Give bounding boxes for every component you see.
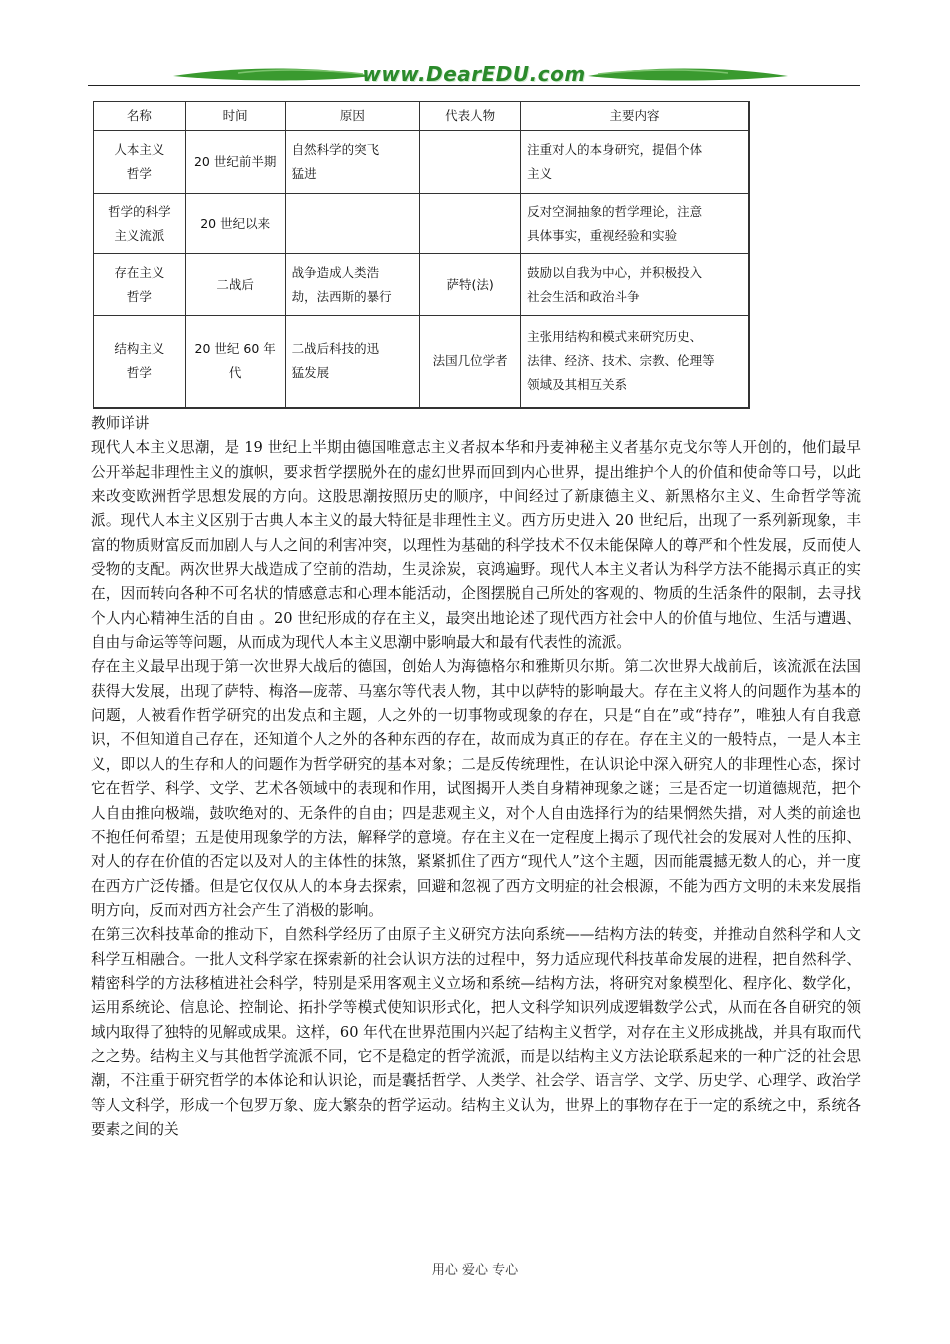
paragraph: 存在主义最早出现于第一次世界大战后的德国，创始人为海德格尔和雅斯贝尔斯。第二次世界大战前后，该流派在法国获得大发展，出现了萨特、梅洛—庞蒂、马塞尔等代表人物，其中以萨特的影响最大。存在主义将人的问题作为基本的问题，人被看作哲学研究的出发点和主题，人之外的一切事物或现象的存在，只是“自在”或“持存”，唯独人有自我意识，不但知道自己存在，还知道个人之外的各种东西的存在，故而成为真正的存在。存在主义的一般特点，一是人本主义，即以人的生存和人的问题作为哲学研究的基本对象；二是反传统理性，在认识论中深入研究人的非理性心态，探讨它在哲学、科学、文学、艺术各领域中的表现和作用，试图揭开人类自身精神现象之谜；三是否定一切道德规范，把个人自由推向极端，鼓吹绝对的、无条件的自由；四是悲观主义，对个人自由选择行为的结果惘然失措，对人类的前途也不抱任何希望；五是使用现象学的方法，解释学的意境。存在主义在一定程度上揭示了现代社会的发展对人性的压抑、对人的存在价值的否定以及对人的主体性的抹煞，紧紧抓住了西方“现代人”这个主题，因而能震撼无数人的心，并一度在西方广泛传播。但是它仅仅从人的本身去探索，回避和忽视了西方文明症的社会根源，不能为西方文明的未来发展指明方向，反而对西方社会产生了消极的影响。 <box>91 658 861 919</box>
table-cell: 二战后 <box>185 254 285 316</box>
table-cell: 存在主义 哲学 <box>94 254 186 316</box>
table-cell: 二战后科技的迅 猛发展 <box>285 316 420 408</box>
table-cell: 主张用结构和模式来研究历史、 法律、经济、技术、宗教、伦理等 领域及其相互关系 <box>521 316 749 408</box>
table-row <box>94 194 750 254</box>
table-cell: 20 世纪 60 年代 <box>185 316 285 408</box>
header-cell: 代表人物 <box>420 102 521 131</box>
table-row <box>94 254 750 316</box>
table-cell: 自然科学的突飞 猛进 <box>285 131 420 194</box>
philosophy-table <box>93 101 750 409</box>
table-cell: 结构主义 哲学 <box>94 316 186 408</box>
table-cell <box>420 194 521 254</box>
page-footer: 用心 爱心 专心 <box>431 1263 519 1278</box>
table-row <box>94 316 750 408</box>
table-cell: 人本主义 哲学 <box>94 131 186 194</box>
header-cell: 名称 <box>94 102 186 131</box>
section-title: 教师详讲 <box>91 415 150 432</box>
site-logo: www.DearEDU.com <box>362 62 586 86</box>
table-cell: 20 世纪前半期 <box>185 131 285 194</box>
paragraph: 在第三次科技革命的推动下，自然科学经历了由原子主义研究方法向系统——结构方法的转变，并推动自然科学和人文科学互相融合。一批人文科学家在探索新的社会认识方法的过程中，努力适应现代科技革命发展的进程，把自然科学、精密科学的方法移植进社会科学，特别是采用客观主义立场和系统—结构方法，将研究对象模型化、程序化、数学化，运用系统论、信息论、控制论、拓扑学等模式使知识形式化，把人文科学知识列成逻辑数学公式，从而在各自研究的领域内取得了独特的见解或成果。这样，60 年代在世界范围内兴起了结构主义哲学，对存在主义形成挑战，并具有取而代之之势。结构主义与其他哲学流派不同，它不是稳定的哲学流派，而是以结构主义方法论联系起来的一种广泛的社会思潮，不注重于研究哲学的本体论和认识论，而是囊括哲学、人类学、社会学、语言学、文学、历史学、心理学、政治学等人文科学，形成一个包罗万象、庞大繁杂的哲学运动。结构主义认为，世界上的事物存在于一定的系统之中，系统各要素之间的关 <box>91 926 861 1138</box>
header-cell: 时间 <box>185 102 285 131</box>
table-cell: 战争造成人类浩 劫，法西斯的暴行 <box>285 254 420 316</box>
table-cell: 20 世纪以来 <box>185 194 285 254</box>
table-cell: 哲学的科学 主义流派 <box>94 194 186 254</box>
table-header-row <box>94 102 750 131</box>
table-cell: 法国几位学者 <box>420 316 521 408</box>
header-cell: 主要内容 <box>521 102 749 131</box>
table-cell: 鼓励以自我为中心，并积极投入 社会生活和政治斗争 <box>521 254 749 316</box>
table-row <box>94 131 750 194</box>
table-cell: 注重对人的本身研究，提倡个体 主义 <box>521 131 749 194</box>
table-cell: 反对空洞抽象的哲学理论，注意 具体事实，重视经验和实验 <box>521 194 749 254</box>
table-cell: 萨特(法) <box>420 254 521 316</box>
table-cell <box>420 131 521 194</box>
header-rule <box>88 85 860 86</box>
header-cell: 原因 <box>285 102 420 131</box>
paragraph: 现代人本主义思潮，是 19 世纪上半期由德国唯意志主义者叔本华和丹麦神秘主义者基尔克戈尔等人开创的，他们最早公开举起非理性主义的旗帜，要求哲学摆脱外在的虚幻世界而回到内心世界，提出维护个人的价值和使命等口号，以此来改变欧洲哲学思想发展的方向。这股思潮按照历史的顺序，中间经过了新康德主义、新黑格尔主义、生命哲学等流派。现代人本主义区别于古典人本主义的最大特征是非理性主义。西方历史进入 20 世纪后，出现了一系列新现象，丰富的物质财富反而加剧人与人之间的利害冲突，以理性为基础的科学技术不仅未能保障人的尊严和个性发展，反而使人受物的支配。两次世界大战造成了空前的浩劫，生灵涂炭，哀鸿遍野。现代人本主义者认为科学方法不能揭示真正的实在，因而转向各种不可名状的情感意志和心理本能活动，企图摆脱自己所处的客观的、物质的生活条件的限制，去寻找个人内心精神生活的自由 。20 世纪形成的存在主义，最突出地论述了现代西方社会中人的价值与地位、生活与遭遇、自由与命运等等问题，从而成为现代人本主义思潮中影响最大和最有代表性的流派。 <box>91 439 861 652</box>
table-cell <box>285 194 420 254</box>
article-body <box>91 412 861 1142</box>
